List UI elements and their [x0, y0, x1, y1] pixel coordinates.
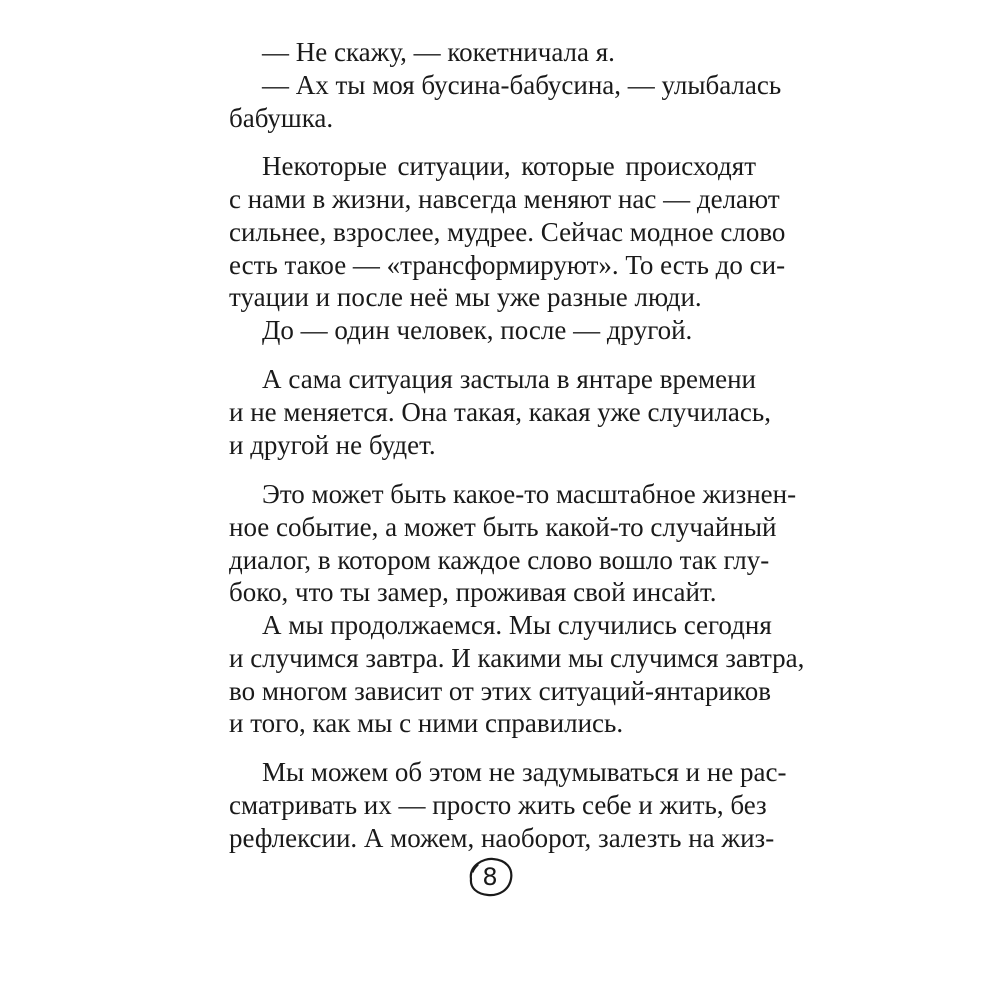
page-number-badge — [464, 855, 516, 899]
text-line: — Не скажу, — кокетничала я. — [262, 37, 615, 67]
text-line: — Ах ты моя бусина-бабусина, — улыбалась — [262, 70, 782, 100]
text-line: с нами в жизни, навсегда меняют нас — делают — [229, 184, 780, 214]
text-line: бабушка. — [229, 103, 334, 133]
text-line: диалог, в котором каждое слово вошло так глу- — [229, 545, 770, 575]
text-line: А сама ситуация застыла в янтаре времени — [262, 364, 756, 394]
text-line: сильнее, взрослее, мудрее. Сейчас модное слово — [229, 217, 786, 247]
text-line: А мы продолжаемся. Мы случились сегодня — [262, 610, 772, 640]
text-line: и того, как мы с ними справились. — [229, 708, 624, 738]
text-line: и другой не будет. — [229, 430, 436, 460]
text-line: Некоторые ситуации, которые происходят — [262, 151, 756, 181]
text-line: и случимся завтра. И какими мы случимся завтра, — [229, 643, 805, 673]
text-line: сматривать их — просто жить себе и жить, без — [229, 790, 767, 820]
page-number: 8 — [482, 863, 498, 891]
text-line: Мы можем об этом не задумываться и не рас- — [262, 757, 787, 787]
text-line: рефлексии. А можем, наоборот, залезть на жиз- — [229, 823, 775, 853]
text-line: во многом зависит от этих ситуаций-янтариков — [229, 676, 771, 706]
text-line: боко, что ты замер, проживая свой инсайт. — [229, 577, 717, 607]
text-line: До — один человек, после — другой. — [262, 315, 693, 345]
text-line: туации и после неё мы уже разные люди. — [229, 282, 702, 312]
text-line: и не меняется. Она такая, какая уже случилась, — [229, 397, 771, 427]
text-line: Это может быть какое-то масштабное жизнен- — [262, 479, 797, 509]
text-line: есть такое — «трансформируют». То есть до си- — [229, 250, 786, 280]
text-line: ное событие, а может быть какой-то случайный — [229, 512, 777, 542]
